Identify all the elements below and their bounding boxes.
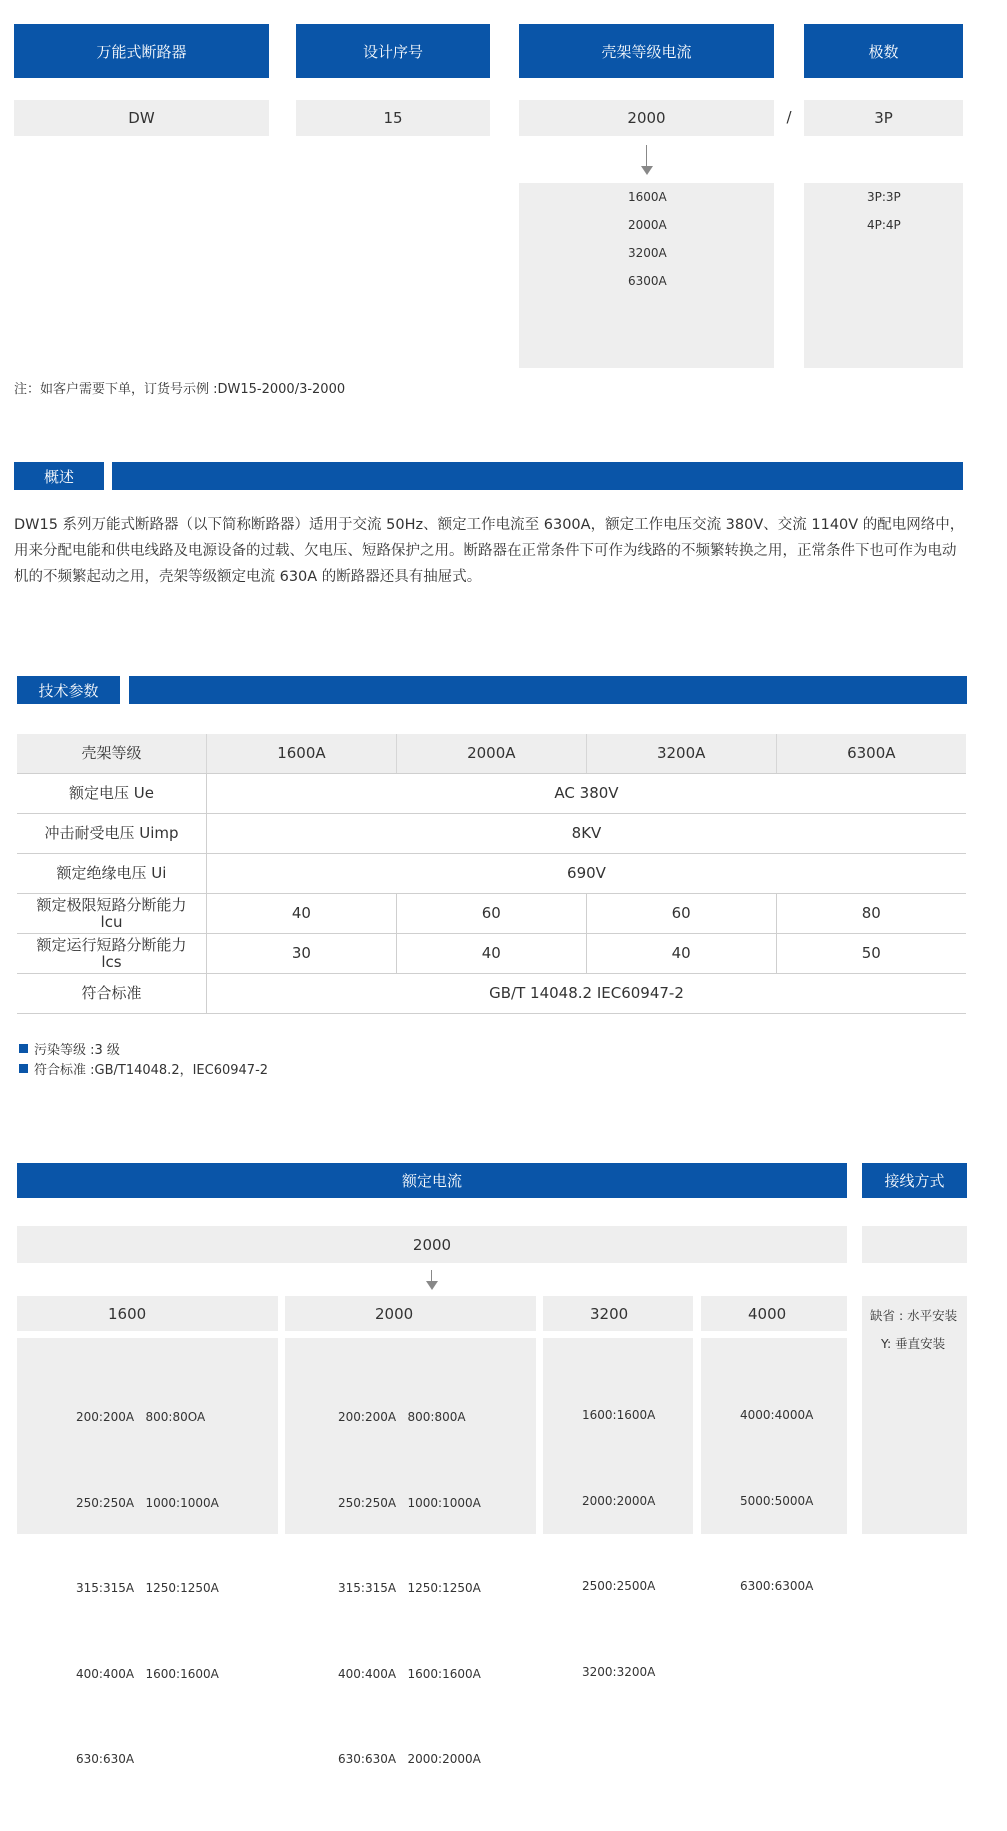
wiring-options-panel (862, 1296, 967, 1534)
table-row-label: 额定绝缘电压 Ui (17, 854, 207, 894)
list-item: 400:400A 1600:1600A (338, 1666, 481, 1681)
table-cell: 40 (396, 934, 586, 974)
group-list-4000 (701, 1338, 847, 1593)
section-overview-label: 概述 (14, 462, 104, 490)
table-row (17, 934, 966, 974)
table-row (17, 774, 966, 814)
list-item: 3200:3200A (582, 1664, 656, 1679)
table-cell: 40 (207, 894, 397, 934)
frame-option: 3200A (628, 246, 667, 260)
table-cell: 60 (396, 894, 586, 934)
list-item: 400:400A 1600:1600A (76, 1666, 219, 1681)
table-row-label (17, 934, 207, 974)
bullet-pollution (19, 1039, 120, 1058)
bullet-square-icon (19, 1044, 28, 1053)
list-item: 630:630A (76, 1752, 135, 1766)
group-title-4000: 4000 (701, 1296, 847, 1331)
table-header-cell: 2000A (396, 734, 586, 774)
row-label-line: 额定运行短路分断能力 (36, 935, 187, 954)
section-tech-bar (129, 676, 967, 704)
table-header-cell: 6300A (776, 734, 966, 774)
section-tech-label: 技术参数 (17, 676, 120, 704)
header-design-no: 设计序号 (296, 24, 490, 78)
overview-text: DW15 系列万能式断路器（以下简称断路器）适用于交流 50Hz、额定工作电流至 6300A，额定工作电压交流 380V、交流 1140V 的配电网络中，用来分配电能和供电线路及电源设备的过载、欠电压、短路保护之用。断路器在正常条件下可作为线路的不频繁转换之用，正常条件下也可作为电动机的不频繁起动之用，壳架等级额定电流 630A 的断路器还具有抽屉式。 (14, 517, 965, 585)
value-frame-current: 2000 (519, 100, 774, 136)
group-title-3200: 3200 (543, 1296, 693, 1331)
table-row (17, 814, 966, 854)
row-label-line: lcs (101, 952, 122, 971)
table-row (17, 734, 966, 774)
bullet-text: 符合标准 :GB/T14048.2，IEC60947-2 (34, 1063, 269, 1078)
list-item: 5000:5000A (740, 1493, 814, 1508)
bullet-text: 污染等级 :3 级 (34, 1043, 120, 1058)
list-item: 315:315A 1250:1250A (76, 1581, 219, 1595)
row-label-line: 额定极限短路分断能力 (36, 895, 187, 914)
header-frame-current: 壳架等级电流 (519, 24, 774, 78)
table-row-label: 符合标准 (17, 974, 207, 1014)
pole-options-panel (804, 183, 963, 368)
table-cell: GB/T 14048.2 IEC60947-2 (207, 974, 967, 1014)
section-overview-bar (112, 462, 963, 490)
order-note: 注：如客户需要下单，订货号示例 :DW15-2000/3-2000 (14, 382, 346, 397)
header-wiring: 接线方式 (862, 1163, 967, 1198)
list-item: 250:250A 1000:1000A (76, 1495, 219, 1510)
value-breaker-type: DW (14, 100, 269, 136)
group-list-3200 (543, 1338, 693, 1679)
value-design-no: 15 (296, 100, 490, 136)
list-item: 200:200A 800:80OA (76, 1410, 206, 1424)
wiring-option: 缺省 : 水平安装 (870, 1308, 958, 1323)
wiring-option: Y: 垂直安装 (881, 1336, 946, 1351)
pole-option: 3P:3P (867, 190, 901, 204)
bullet-square-icon (19, 1064, 28, 1073)
list-item: 200:200A 800:800A (338, 1410, 466, 1424)
list-item: 250:250A 1000:1000A (338, 1495, 481, 1510)
list-item: 315:315A 1250:1250A (338, 1581, 481, 1595)
table-row (17, 854, 966, 894)
value-rated-current: 2000 (17, 1226, 847, 1263)
frame-option: 2000A (628, 218, 667, 232)
frame-option: 6300A (628, 274, 667, 288)
header-breaker-type: 万能式断路器 (14, 24, 269, 78)
header-poles: 极数 (804, 24, 963, 78)
separator-slash: / (786, 108, 792, 126)
frame-option: 1600A (628, 190, 667, 204)
table-header-cell: 1600A (207, 734, 397, 774)
group-list-2000 (285, 1338, 536, 1766)
pole-option: 4P:4P (867, 218, 901, 232)
table-cell: 8KV (207, 814, 967, 854)
group-title-1600: 1600 (17, 1296, 278, 1331)
list-item: 1600:1600A (582, 1408, 656, 1422)
table-row-label: 冲击耐受电压 Uimp (17, 814, 207, 854)
list-item: 2000:2000A (582, 1493, 656, 1508)
down-arrow-icon (426, 1270, 438, 1292)
table-cell: 40 (586, 934, 776, 974)
list-item: 2500:2500A (582, 1579, 656, 1593)
frame-options-panel (519, 183, 774, 368)
header-rated-current: 额定电流 (17, 1163, 847, 1198)
spec-table (17, 734, 966, 1014)
bullet-standard (19, 1059, 268, 1078)
row-label-line: lcu (100, 912, 123, 931)
list-item: 630:630A 2000:2000A (338, 1752, 481, 1766)
group-title-2000: 2000 (285, 1296, 536, 1331)
table-cell: AC 380V (207, 774, 967, 814)
table-row (17, 894, 966, 934)
down-arrow-icon (641, 145, 653, 177)
table-row-label: 额定电压 Ue (17, 774, 207, 814)
group-list-1600 (17, 1338, 278, 1766)
list-item: 6300:6300A (740, 1579, 814, 1593)
list-item: 4000:4000A (740, 1408, 814, 1422)
table-cell: 30 (207, 934, 397, 974)
table-row (17, 974, 966, 1014)
table-cell: 60 (586, 894, 776, 934)
value-poles: 3P (804, 100, 963, 136)
table-cell: 50 (776, 934, 966, 974)
value-wiring-empty (862, 1226, 967, 1263)
table-header-cell: 壳架等级 (17, 734, 207, 774)
table-row-label (17, 894, 207, 934)
table-cell: 690V (207, 854, 967, 894)
table-header-cell: 3200A (586, 734, 776, 774)
table-cell: 80 (776, 894, 966, 934)
